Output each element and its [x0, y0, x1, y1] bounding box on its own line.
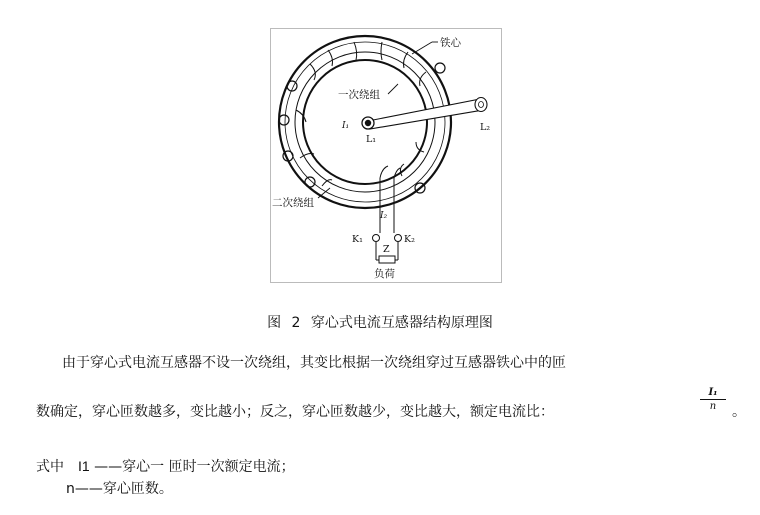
core-label: 铁心 [440, 37, 461, 49]
l1-label: L₁ [366, 134, 377, 145]
l2-label: L₂ [480, 122, 491, 133]
z-label: Z [383, 244, 390, 255]
k1-label: K₁ [352, 234, 363, 245]
formula-numerator: I₁ [700, 386, 726, 400]
definition-prefix: 式中 [36, 459, 64, 475]
sentence-period: 。 [732, 404, 746, 420]
ct-structure-diagram [270, 28, 502, 283]
definition-text-i1: ——穿心一 匝时一次额定电流； [94, 459, 295, 475]
caption-title: 穿心式电流互感器结构原理图 [310, 315, 493, 331]
figure-caption [0, 312, 760, 332]
paragraph-line-2: 数确定，穿心匝数越多，变比越小；反之，穿心匝数越少，变比越大，额定电流比： [36, 404, 554, 420]
definition-line-2: n——穿心匝数。 [66, 481, 173, 497]
k2-label: K₂ [404, 234, 415, 245]
i1-label: I₁ [342, 121, 350, 131]
load-label: 负荷 [374, 268, 395, 280]
primary-winding-label: 一次绕组 [338, 89, 380, 101]
i2-label: I₂ [380, 211, 388, 221]
paragraph-line-1: 由于穿心式电流互感器不设一次绕组，其变比根据一次绕组穿过互感器铁心中的匝 [62, 355, 566, 371]
caption-number: 2 [291, 315, 301, 331]
rated-current-ratio-formula [700, 386, 726, 413]
definition-line-1 [36, 456, 295, 476]
caption-prefix: 图 [267, 315, 282, 331]
formula-denominator: n [709, 401, 717, 412]
definition-symbol-i1: I1 [78, 458, 90, 474]
secondary-winding-label: 二次绕组 [272, 197, 314, 209]
